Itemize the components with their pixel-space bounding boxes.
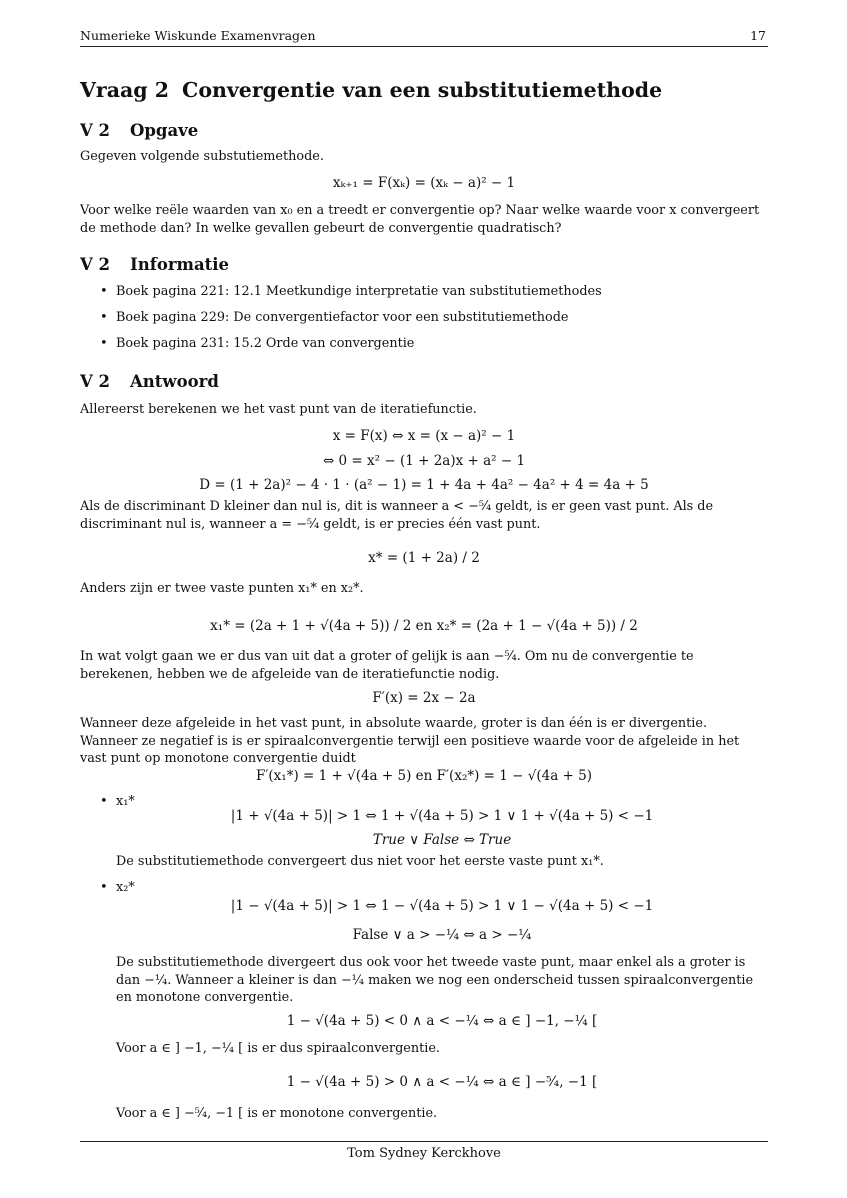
equation: ⇔ 0 = x² − (1 + 2a)x + a² − 1 [322,453,526,469]
info-item: Boek pagina 229: De convergentiefactor voor een substitutiemethode [116,310,569,325]
equation: F′(x) = 2x − 2a [372,690,476,706]
equation: D = (1 + 2a)² − 4 · 1 · (a² − 1) = 1 + 4a + 4a² − 4a² + 4 = 4a + 5 [199,477,649,493]
bullet-icon: • [100,310,108,325]
equation: True ∨ False ⇔ True [372,832,512,848]
footer-author: Tom Sydney Kerckhove [347,1146,501,1161]
subsection-heading: Antwoord [130,372,219,391]
equation: x = F(x) ⇔ x = (x − a)² − 1 [332,428,516,444]
case-text: Voor a ∈ ] −1, −¼ [ is er dus spiraalconvergentie. [116,1041,441,1056]
subsection-heading: Informatie [130,255,230,274]
equation: 1 − √(4a + 5) < 0 ∧ a < −¼ ⇔ a ∈ ] −1, −¼ [ [286,1013,598,1029]
antwoord-paragraph: Allereerst berekenen we het vast punt van de iteratiefunctie. [80,402,477,417]
equation: |1 + √(4a + 5)| > 1 ⇔ 1 + √(4a + 5) > 1 ∨ 1 + √(4a + 5) < −1 [230,808,654,824]
equation: x* = (1 + 2a) / 2 [368,550,480,566]
case-label: x₁* [116,794,135,809]
equation: F′(x₁*) = 1 + √(4a + 5) en F′(x₂*) = 1 − √(4a + 5) [255,768,593,784]
bullet-icon: • [100,284,108,299]
bullet-icon: • [100,336,108,351]
antwoord-paragraph: Wanneer deze afgeleide in het vast punt, in absolute waarde, groter is dan één is er divergentie. Wanneer ze negatief is is er spiraalconvergentie terwijl een positieve waarde voor de afgeleide in het vast punt op monotone convergentie duidt [80,716,740,766]
equation: False ∨ a > −¼ ⇔ a > −¼ [352,927,532,943]
section-number: Vraag 2 [80,78,170,102]
equation: |1 − √(4a + 5)| > 1 ⇔ 1 − √(4a + 5) > 1 ∨ 1 − √(4a + 5) < −1 [230,898,654,914]
section-title-text: Convergentie van een substitutiemethode [182,78,663,102]
equation: 1 − √(4a + 5) > 0 ∧ a < −¼ ⇔ a ∈ ] −⁵⁄₄, −1 [ [286,1074,598,1090]
section-title [80,78,662,102]
bullet-icon: • [100,794,108,809]
subsection-informatie [80,255,229,274]
running-header-title: Numerieke Wiskunde Examenvragen [80,28,316,43]
header-rule [80,46,768,47]
opgave-equation: xₖ₊₁ = F(xₖ) = (xₖ − a)² − 1 [332,175,516,191]
bullet-icon: • [100,880,108,895]
info-item: Boek pagina 231: 15.2 Orde van convergentie [116,336,415,351]
opgave-question: Voor welke reële waarden van x₀ en a treedt er convergentie op? Naar welke waarde voor x convergeert de methode dan? In welke gevallen gebeurt de convergentie quadratisch? [80,203,760,236]
subsection-number: V 2 [80,121,111,140]
subsection-number: V 2 [80,372,111,391]
case-text: De substitutiemethode convergeert dus niet voor het eerste vaste punt x₁*. [116,854,604,869]
subsection-heading: Opgave [130,121,199,140]
antwoord-paragraph: In wat volgt gaan we er dus van uit dat a groter of gelijk is aan −⁵⁄₄. Om nu de convergentie te berekenen, hebben we de afgeleide van de iteratiefunctie nodig. [80,649,694,682]
subsection-number: V 2 [80,255,111,274]
opgave-intro: Gegeven volgende substutiemethode. [80,149,324,164]
subsection-opgave [80,121,198,140]
antwoord-paragraph: Anders zijn er twee vaste punten x₁* en x₂*. [80,581,364,596]
footer-rule [80,1141,768,1142]
subsection-antwoord [80,372,219,391]
antwoord-paragraph: Als de discriminant D kleiner dan nul is, dit is wanneer a < −⁵⁄₄ geldt, is er geen vast punt. Als de discriminant nul is, wanneer a = −⁵⁄₄ geldt, is er precies één vast punt. [80,499,714,532]
case-text: De substitutiemethode divergeert dus ook voor het tweede vaste punt, maar enkel als a groter is dan −¼. Wanneer a kleiner is dan −¼ maken we nog een onderscheid tussen spiraalconvergentie en monotone convergentie. [116,955,754,1005]
info-item: Boek pagina 221: 12.1 Meetkundige interpretatie van substitutiemethodes [116,284,602,299]
page-number: 17 [750,28,766,43]
case-label: x₂* [116,880,135,895]
running-header [80,28,768,46]
case-text: Voor a ∈ ] −⁵⁄₄, −1 [ is er monotone convergentie. [116,1106,438,1121]
equation: x₁* = (2a + 1 + √(4a + 5)) / 2 en x₂* = (2a + 1 − √(4a + 5)) / 2 [210,618,638,634]
